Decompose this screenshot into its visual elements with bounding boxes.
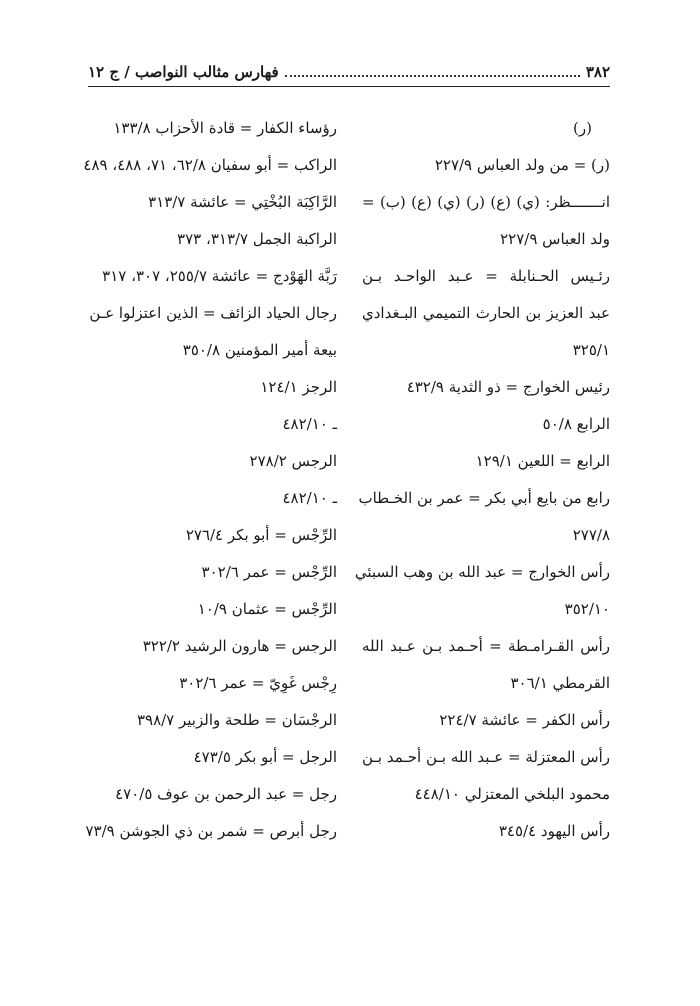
index-entry: رؤساء الكفار = قادة الأحزاب ١٣٣/٨ xyxy=(113,119,337,137)
index-entry: الرجس = هارون الرشيد ٣٢٢/٢ xyxy=(142,637,337,655)
index-entry: رأس الخوارج = عبد الله بن وهب السبئي xyxy=(354,563,610,581)
index-entry: رأس اليهود ٣٤٥/٤ xyxy=(498,822,610,840)
index-entry: رِجْس غَوِيّ = عمر ٣٠٢/٦ xyxy=(179,674,337,692)
index-entry: رَبَّة الهَوْدج = عائشة ٢٥٥/٧، ٣٠٧، ٣١٧ xyxy=(102,267,337,285)
dotted-leader xyxy=(285,75,580,77)
index-entry: رجل = عبد الرحمن بن عوف ٤٧٠/٥ xyxy=(115,785,337,803)
index-entry: ولد العباس ٢٢٧/٩ xyxy=(500,230,610,248)
index-entry: رأس المعتزلة = عـبد الله بـن أحـمد بـن xyxy=(362,748,610,766)
index-entry: الرِّجْس = عمر ٣٠٢/٦ xyxy=(201,563,337,581)
index-entry: الرجْسَان = طلحة والزبير ٣٩٨/٧ xyxy=(136,711,337,729)
index-entry: بيعة أمير المؤمنين ٣٥٠/٨ xyxy=(182,341,337,359)
index-entry: رئيس الخوارج = ذو الثدية ٤٣٢/٩ xyxy=(406,378,610,396)
index-entry: رجل أبرص = شمر بن ذي الجوشن ٧٣/٩ xyxy=(85,822,337,840)
index-entry: رابع من بايع أبي بكر = عمر بن الخـطاب xyxy=(358,489,610,507)
index-entry: الرابع ٥٠/٨ xyxy=(542,415,610,433)
index-entry: القرمطي ٣٠٦/١ xyxy=(510,674,610,692)
index-entry: انـــــــظر: (ي) (ع) (ر) (ي) (ع) (ب) = xyxy=(362,193,610,211)
page-header xyxy=(88,60,610,84)
index-entry: الراكب = أبو سفيان ٦٢/٨، ٧١، ٤٨٨، ٤٨٩ xyxy=(83,156,337,174)
index-entry: ـ ٤٨٢/١٠ xyxy=(282,489,337,507)
index-entry: رجال الحياد الزائف = الذين اعتزلوا عـن xyxy=(89,304,337,322)
index-entry: الرجز ١٢٤/١ xyxy=(260,378,337,396)
index-entry: الرِّجْس = أبو بكر ٢٧٦/٤ xyxy=(185,526,337,544)
running-title: فهارس مثالب النواصب / ج ١٢ xyxy=(88,63,279,81)
index-entry: الرجس ٢٧٨/٢ xyxy=(249,452,337,470)
index-entry: الرابع = اللعين ١٢٩/١ xyxy=(475,452,610,470)
index-entry: الرجل = أبو بكر ٤٧٣/٥ xyxy=(193,748,337,766)
index-entry: رأس الكفر = عائشة ٢٢٤/٧ xyxy=(439,711,610,729)
index-entry: ٣٢٥/١ xyxy=(572,341,610,359)
index-entry: (ر) = من ولد العباس ٢٢٧/٩ xyxy=(434,156,610,174)
index-column-right xyxy=(354,110,610,850)
index-entry: رأس القـرامـطة = أحـمد بـن عـبد الله xyxy=(362,637,610,655)
index-entry: الرَّاكِبَة البُخْتِي = عائشة ٣١٣/٧ xyxy=(148,193,337,211)
index-entry: محمود البلخي المعتزلي ٤٤٨/١٠ xyxy=(414,785,610,803)
index-column-left xyxy=(83,110,337,850)
index-entry: رئـيس الحـنابلة = عـبد الواحـد بـن xyxy=(362,267,610,285)
page-number: ٣٨٢ xyxy=(585,63,610,81)
index-entry: ٣٥٢/١٠ xyxy=(564,600,610,618)
index-entry: (ر) xyxy=(573,119,592,137)
index-entry: عبد العزيز بن الحارث التميمي البـغدادي xyxy=(362,304,610,322)
index-entry: الراكبة الجمل ٣١٣/٧، ٣٧٣ xyxy=(177,230,337,248)
header-rule xyxy=(88,86,610,87)
index-entry: ـ ٤٨٢/١٠ xyxy=(282,415,337,433)
index-entry: ٢٧٧/٨ xyxy=(572,526,610,544)
index-entry: الرِّجْس = عثمان ١٠/٩ xyxy=(197,600,337,618)
